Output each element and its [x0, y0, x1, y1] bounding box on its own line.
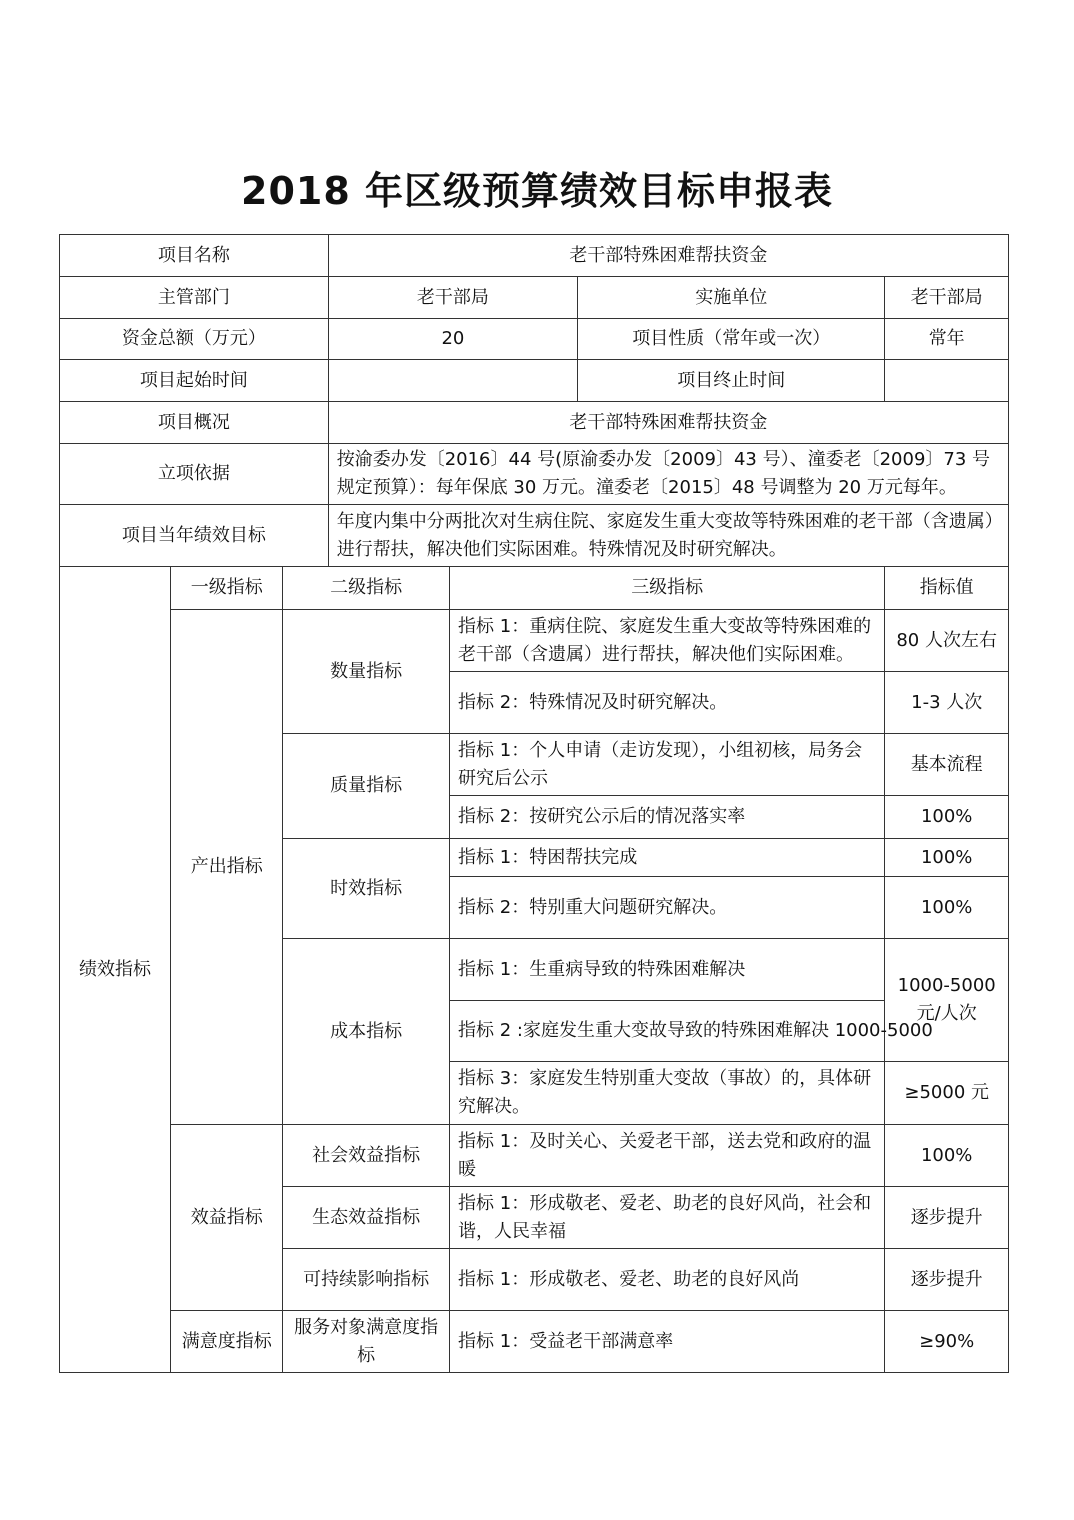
indicator-value: ≥90%: [885, 1311, 1009, 1373]
indicator-value: 100%: [885, 1125, 1009, 1187]
value-fund-total: 20: [328, 319, 577, 360]
label-project-nature: 项目性质（常年或一次）: [578, 319, 885, 360]
row-overview: [60, 402, 1009, 444]
indicator-text: 指标 1：生重病导致的特殊困难解决: [450, 939, 885, 1001]
page-title: 2018 年区级预算绩效目标申报表: [241, 169, 833, 213]
indicator-text: 指标 2：按研究公示后的情况落实率: [450, 796, 885, 839]
value-project-nature: 常年: [885, 319, 1009, 360]
row-fund-total: [60, 319, 1009, 360]
table-row: [60, 1125, 1009, 1187]
header-level2: 二级指标: [283, 567, 450, 610]
value-project-name: 老干部特殊困难帮扶资金: [328, 235, 1008, 277]
label-start-time: 项目起始时间: [60, 360, 329, 402]
budget-form-table: [59, 234, 1009, 1373]
row-basis: [60, 444, 1009, 505]
value-department: 老干部局: [328, 277, 577, 319]
label-implementing-unit: 实施单位: [578, 277, 885, 319]
row-department: [60, 277, 1009, 319]
indicator-text: 指标 1：个人申请（走访发现），小组初核，局务会研究后公示: [450, 734, 885, 796]
indicator-value: 逐步提升: [885, 1249, 1009, 1311]
value-overview: 老干部特殊困难帮扶资金: [328, 402, 1008, 444]
row-annual-goal: [60, 505, 1009, 567]
row-project-name: [60, 235, 1009, 277]
header-level3: 三级指标: [450, 567, 885, 610]
indicator-text: 指标 1：形成敬老、爱老、助老的良好风尚: [450, 1249, 885, 1311]
indicator-value: ≥5000 元: [885, 1062, 1009, 1125]
label-project-name: 项目名称: [60, 235, 329, 277]
value-annual-goal: 年度内集中分两批次对生病住院、家庭发生重大变故等特殊困难的老干部（含遗属）进行帮扶，解决他们实际困难。特殊情况及时研究解决。: [328, 505, 1008, 567]
value-basis: 按渝委办发〔2016〕44 号(原渝委办发〔2009〕43 号）、潼委老〔2009〕73 号规定预算）：每年保底 30 万元。潼委老〔2015〕48 号调整为 20 万元每年。: [328, 444, 1008, 505]
label-quality: 质量指标: [283, 734, 450, 839]
indicator-value: 80 人次左右: [885, 610, 1009, 672]
label-basis: 立项依据: [60, 444, 329, 505]
header-level1: 一级指标: [171, 567, 283, 610]
indicator-value: 1-3 人次: [885, 672, 1009, 734]
indicator-text: 指标 1：形成敬老、爱老、助老的良好风尚，社会和谐，人民幸福: [450, 1187, 885, 1249]
indicator-value: 100%: [885, 877, 1009, 939]
indicator-text: 指标 3：家庭发生特别重大变故（事故）的，具体研究解决。: [450, 1062, 885, 1125]
label-cost: 成本指标: [283, 939, 450, 1125]
label-fund-total: 资金总额（万元）: [60, 319, 329, 360]
indicator-text: 指标 1：受益老干部满意率: [450, 1311, 885, 1373]
label-quantity: 数量指标: [283, 610, 450, 734]
label-service-satisfaction: 服务对象满意度指标: [283, 1311, 450, 1373]
header-value: 指标值: [885, 567, 1009, 610]
label-sustainable-impact: 可持续影响指标: [283, 1249, 450, 1311]
label-end-time: 项目终止时间: [578, 360, 885, 402]
label-timeliness: 时效指标: [283, 839, 450, 939]
value-end-time: [885, 360, 1009, 402]
value-implementing-unit: 老干部局: [885, 277, 1009, 319]
indicator-text: 指标 2：特殊情况及时研究解决。: [450, 672, 885, 734]
table-row: [60, 1311, 1009, 1373]
label-department: 主管部门: [60, 277, 329, 319]
row-perf-header: [60, 567, 1009, 610]
value-start-time: [328, 360, 577, 402]
indicator-text: 指标 2：特别重大问题研究解决。: [450, 877, 885, 939]
indicator-value: 100%: [885, 839, 1009, 877]
indicator-value: 基本流程: [885, 734, 1009, 796]
label-performance-indicators: 绩效指标: [60, 567, 171, 1373]
indicator-value: 逐步提升: [885, 1187, 1009, 1249]
row-project-time: [60, 360, 1009, 402]
indicator-value: 100%: [885, 796, 1009, 839]
label-satisfaction-indicators: 满意度指标: [171, 1311, 283, 1373]
indicator-text: 指标 1：特困帮扶完成: [450, 839, 885, 877]
label-output-indicators: 产出指标: [171, 610, 283, 1125]
indicator-text: 指标 1：及时关心、关爱老干部，送去党和政府的温暖: [450, 1125, 885, 1187]
indicator-text: 指标 2 :家庭发生重大变故导致的特殊困难解决 1000-5000: [450, 1001, 885, 1062]
label-annual-goal: 项目当年绩效目标: [60, 505, 329, 567]
label-social-benefit: 社会效益指标: [283, 1125, 450, 1187]
indicator-text: 指标 1：重病住院、家庭发生重大变故等特殊困难的老干部（含遗属）进行帮扶，解决他们实际困难。: [450, 610, 885, 672]
table-row: [60, 610, 1009, 672]
indicator-value: 1000-5000 元/人次: [885, 939, 1009, 1062]
label-benefit-indicators: 效益指标: [171, 1125, 283, 1311]
label-overview: 项目概况: [60, 402, 329, 444]
label-eco-benefit: 生态效益指标: [283, 1187, 450, 1249]
